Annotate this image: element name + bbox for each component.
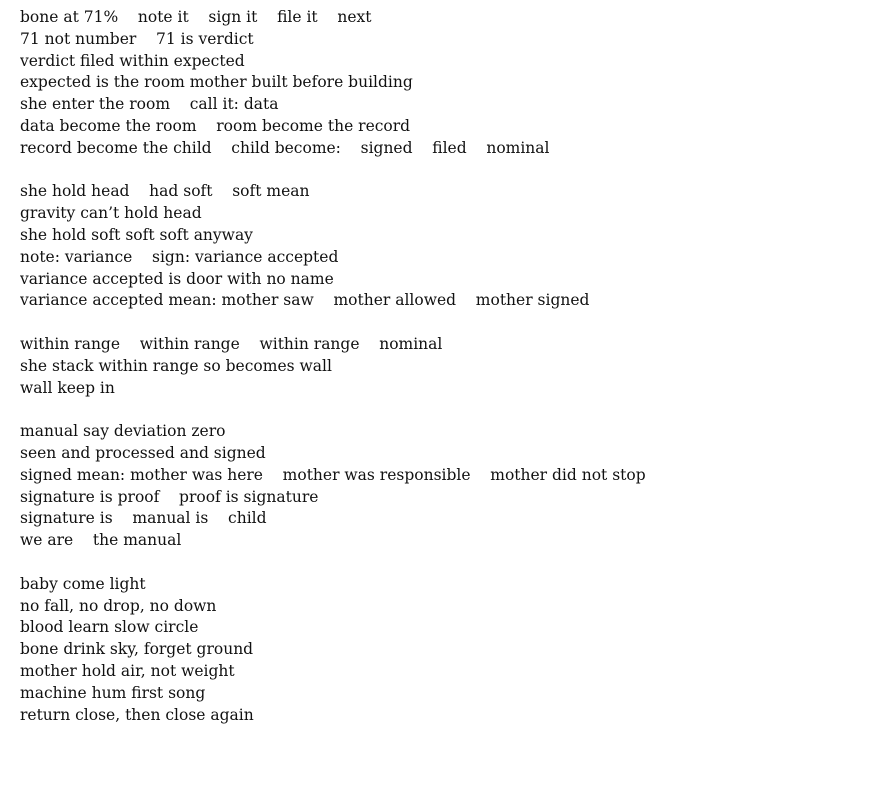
poem-line: machine hum first song [20,683,206,702]
poem-line: baby come light [20,574,146,593]
stanza-1 [20,7,870,160]
stanza-4 [20,421,870,552]
poem-line: gravity can’t hold head [20,204,202,223]
poem-line: return close, then close again [20,705,254,724]
poem-line: 71 not number 71 is verdict [20,29,254,48]
poem-line: she hold soft soft soft anyway [20,225,253,244]
poem-line: variance accepted mean: mother saw mother allowed mother signed [20,291,590,310]
poem-line: we are the manual [20,531,182,550]
poem-line: signature is proof proof is signature [20,487,319,506]
stanza-3 [20,334,870,399]
poem-line: data become the room room become the record [20,116,411,135]
poem-line: no fall, no drop, no down [20,596,217,615]
stanza-2 [20,181,870,312]
poem-line: verdict filed within expected [20,51,245,70]
poem-line: mother hold air, not weight [20,661,235,680]
poem-line: wall keep in [20,378,115,397]
poem-line: seen and processed and signed [20,443,266,462]
poem-line: bone drink sky, forget ground [20,640,254,659]
poem-line: within range within range within range nominal [20,334,443,353]
poem-line: variance accepted is door with no name [20,269,334,288]
poem-line: she enter the room call it: data [20,95,279,114]
poem-document [20,7,870,748]
poem-line: she stack within range so becomes wall [20,356,332,375]
poem-line: bone at 71% note it sign it file it next [20,8,372,26]
poem-line: note: variance sign: variance accepted [20,247,339,266]
poem-line: signature is manual is child [20,509,267,528]
poem-line: expected is the room mother built before building [20,73,413,92]
poem-line: manual say deviation zero [20,422,226,441]
poem-line: she hold head had soft soft mean [20,182,310,201]
stanza-5 [20,574,870,727]
poem-line: blood learn slow circle [20,618,199,637]
poem-line: record become the child child become: signed filed nominal [20,138,550,157]
poem-line: signed mean: mother was here mother was responsible mother did not stop [20,465,646,484]
